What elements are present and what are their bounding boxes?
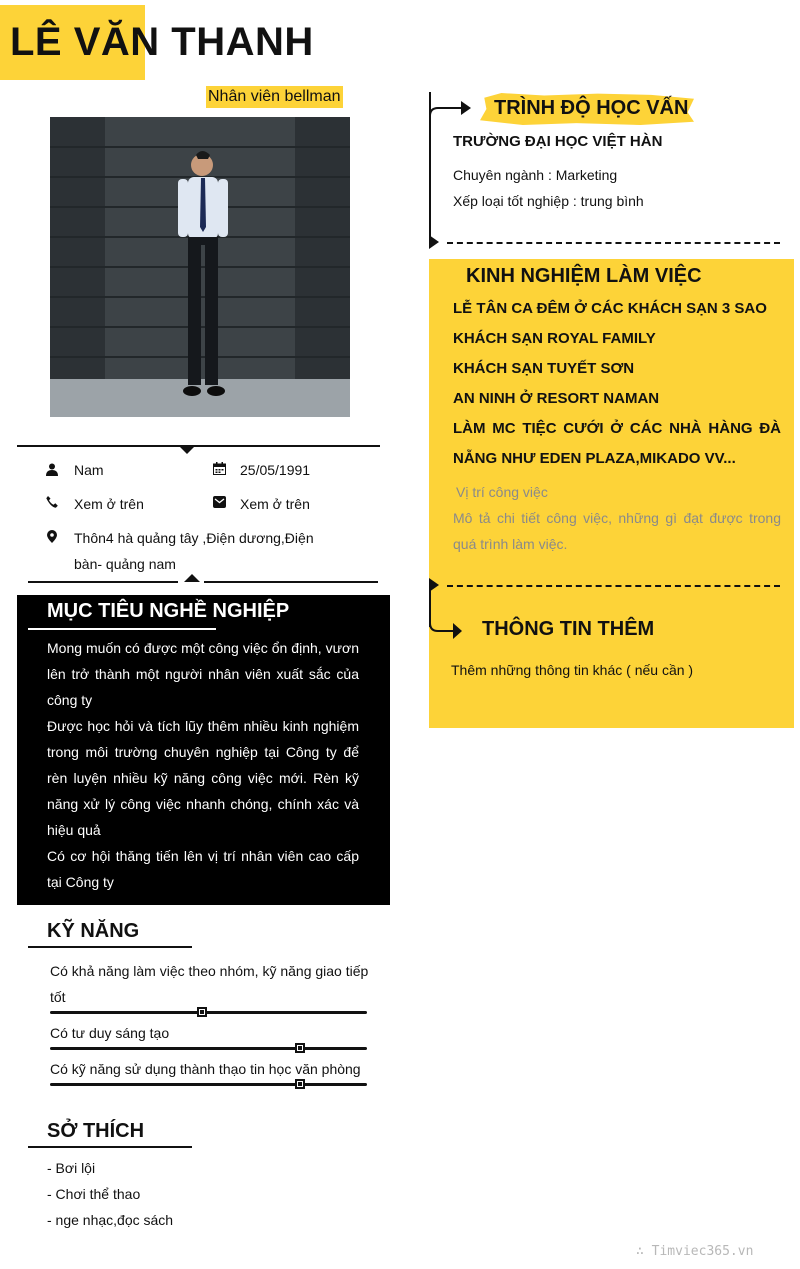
hobby-item: - Bơi lội xyxy=(47,1160,96,1176)
skill-2-level-handle xyxy=(295,1043,305,1053)
education-title: TRÌNH ĐỘ HỌC VẤN xyxy=(494,97,689,119)
objective-title-underline xyxy=(28,628,216,630)
calendar-icon xyxy=(212,461,226,475)
hobbies-title: SỞ THÍCH xyxy=(47,1120,145,1142)
user-icon xyxy=(45,462,59,476)
skills-title-underline xyxy=(28,946,192,948)
experience-position-placeholder: Vị trí công việc xyxy=(456,484,548,500)
experience-item: LỄ TÂN CA ĐÊM Ở CÁC KHÁCH SẠN 3 SAO xyxy=(453,300,767,317)
objective-paragraph-1: Mong muốn có được một công việc ổn định, vươn lên trở thành một người nhân viên xuất sắc của công ty xyxy=(47,640,359,708)
address-line-2: bàn- quảng nam xyxy=(74,556,176,572)
education-grade: Xếp loại tốt nghiệp : trung bình xyxy=(453,193,644,209)
job-title: Nhân viên bellman xyxy=(206,86,343,108)
timeline-marker xyxy=(429,578,439,592)
skill-1-label-cont: tốt xyxy=(50,989,66,1005)
skill-1-label: Có khả năng làm việc theo nhóm, kỹ năng giao tiếp xyxy=(50,963,369,979)
objective-section xyxy=(17,595,390,905)
birthdate-value: 25/05/1991 xyxy=(240,462,311,478)
info-bottom-rule-left xyxy=(28,581,178,583)
skill-2-label: Có tư duy sáng tạo xyxy=(50,1025,170,1041)
email-value: Xem ở trên xyxy=(240,496,310,512)
skill-3-level-handle xyxy=(295,1079,305,1089)
candidate-name: LÊ VĂN THANH xyxy=(10,20,314,64)
envelope-icon xyxy=(212,495,226,509)
experience-item: KHÁCH SẠN ROYAL FAMILY xyxy=(453,330,656,347)
additional-arrow-icon xyxy=(429,615,463,646)
additional-text: Thêm những thông tin khác ( nếu cần ) xyxy=(451,662,694,678)
info-top-arrow xyxy=(179,446,195,454)
info-bottom-arrow xyxy=(184,574,200,582)
profile-photo xyxy=(50,117,350,417)
experience-divider xyxy=(447,585,780,587)
map-marker-icon xyxy=(45,529,59,543)
hobby-item: - Chơi thể thao xyxy=(47,1186,141,1202)
hobby-item: - nge nhạc,đọc sách xyxy=(47,1212,174,1228)
experience-item: KHÁCH SẠN TUYẾT SƠN xyxy=(453,360,635,377)
experience-title: KINH NGHIỆM LÀM VIỆC xyxy=(466,265,702,287)
skills-title: KỸ NĂNG xyxy=(47,920,140,942)
education-major: Chuyên ngành : Marketing xyxy=(453,167,618,183)
experience-item: AN NINH Ở RESORT NAMAN xyxy=(453,390,660,407)
experience-item: LÀM MC TIỆC CƯỚI Ở CÁC NHÀ HÀNG ĐÀ NẴNG NHƯ EDEN PLAZA,MIKADO VV... xyxy=(453,420,781,467)
skill-1-level-handle xyxy=(197,1007,207,1017)
objective-title: MỤC TIÊU NGHỀ NGHIỆP xyxy=(47,600,290,622)
skill-2-bar xyxy=(50,1047,367,1050)
education-school: TRƯỜNG ĐẠI HỌC VIỆT HÀN xyxy=(453,133,663,150)
timeline-marker xyxy=(429,235,439,249)
phone-value: Xem ở trên xyxy=(74,496,144,512)
gender-value: Nam xyxy=(74,462,104,478)
info-top-rule xyxy=(17,445,380,447)
address-line-1: Thôn4 hà quảng tây ,Điện dương,Điện xyxy=(74,530,314,546)
objective-paragraph-3: Có cơ hội thăng tiến lên vị trí nhân viên cao cấp tại Công ty xyxy=(47,848,359,890)
hobbies-title-underline xyxy=(28,1146,192,1148)
skill-1-bar xyxy=(50,1011,367,1014)
skill-3-bar xyxy=(50,1083,367,1086)
watermark: ∴ Timviec365.vn xyxy=(636,1244,754,1259)
info-bottom-rule-right xyxy=(204,581,378,583)
objective-paragraph-2: Được học hỏi và tích lũy thêm nhiều kinh nghiệm trong môi trường chuyên nghiệp tại Công ty để rèn luyện nhiều kỹ năng công việc mới. Rèn kỹ năng xử lý công việc nhanh chóng, chính xác và hiệu quả xyxy=(47,718,359,838)
experience-description-placeholder: Mô tả chi tiết công việc, những gì đạt được trong quá trình làm việc. xyxy=(453,510,781,552)
additional-title: THÔNG TIN THÊM xyxy=(482,618,655,640)
education-arrow-icon xyxy=(429,100,473,123)
skill-3-label: Có kỹ năng sử dụng thành thạo tin học văn phòng xyxy=(50,1061,361,1077)
phone-icon xyxy=(45,495,59,509)
education-divider xyxy=(447,242,780,244)
